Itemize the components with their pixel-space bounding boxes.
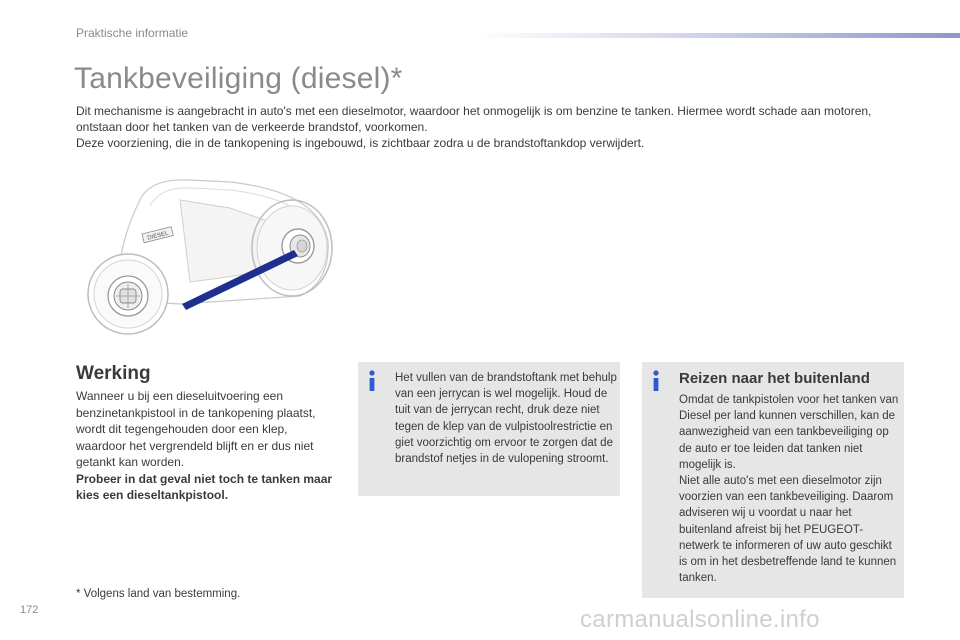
werking-warning: Probeer in dat geval niet toch te tanken maar kies een dieseltankpistool. — [76, 471, 333, 502]
info-box-jerrycan — [358, 362, 620, 496]
info-icon — [650, 370, 662, 392]
info-box-1-text: Het vullen van de brandstoftank met behulp van een jerrycan is wel mogelijk. Houd de tuit van de jerrycan recht, druk deze niet tegen de klep van de vulpistoolrestrictie en giet voorzichtig om ervoor te zorgen dat de brandstof netjes in de vulopening stroomt. — [395, 372, 617, 466]
info-box-2-text — [679, 392, 901, 586]
werking-paragraph: Wanneer u bij een dieseluitvoering een benzinetankpistool in de tankopening plaatst, wordt dit tegengehouden door een klep, waardoor het vergrendeld blijft en er dus niet getankt kan worden. — [76, 389, 316, 469]
info-box-buitenland — [642, 362, 904, 598]
info-box-2-paragraph-1: Omdat de tankpistolen voor het tanken van Diesel per land kunnen verschillen, kan de aanwezigheid van een tankbeveiliging op de auto er toe leiden dat tanken niet mogelijk is. — [679, 394, 899, 471]
section-header: Praktische informatie — [76, 26, 189, 40]
intro-paragraph-2: Deze voorziening, die in de tankopening is ingebouwd, is zichtbaar zodra u de brandstoftankdop verwijdert. — [76, 136, 645, 150]
watermark: carmanualsonline.info — [580, 606, 820, 633]
page-number: 172 — [20, 604, 39, 616]
werking-text — [76, 388, 336, 504]
info-box-2-paragraph-2: Niet alle auto's met een dieselmotor zijn voorzien van een tankbeveiliging. Daarom adviseren wij u voordat u naar het buitenland afreist bij het PEUGEOT-netwerk te informeren of uw auto geschikt is om in het desbetreffende land te kunnen tanken. — [679, 475, 897, 585]
fuel-filler-illustration — [80, 172, 340, 348]
diesel-label: DIESEL — [146, 230, 170, 242]
intro-text — [76, 103, 906, 151]
info-icon — [366, 370, 378, 392]
intro-paragraph-1: Dit mechanisme is aangebracht in auto's met een dieselmotor, waardoor het onmogelijk is om benzine te tanken. Hiermee wordt schade aan motoren, ontstaan door het tanken van de verkeerde brandstof, voorkomen. — [76, 104, 872, 134]
footnote: * Volgens land van bestemming. — [76, 588, 241, 600]
page-title: Tankbeveiliging (diesel)* — [74, 62, 403, 95]
werking-heading: Werking — [76, 363, 151, 384]
header-gradient-bar — [475, 33, 960, 38]
info-box-2-title: Reizen naar het buitenland — [679, 370, 870, 387]
